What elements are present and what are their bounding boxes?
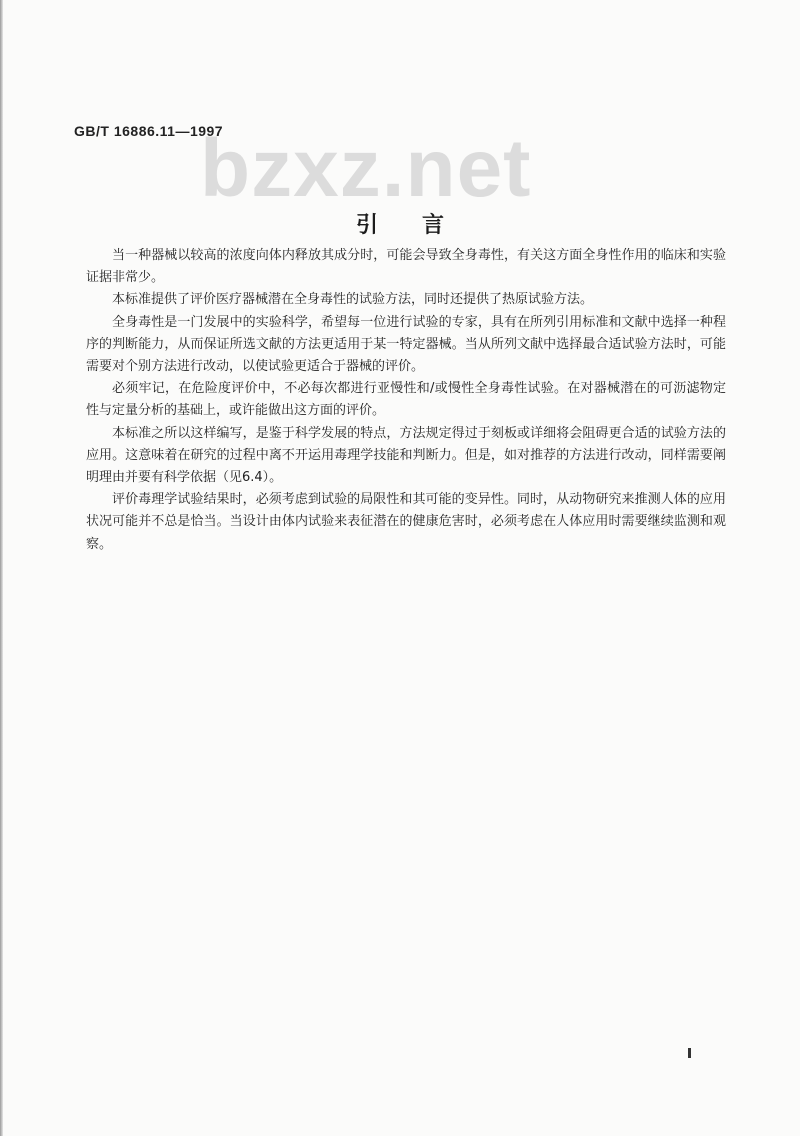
paragraph: 本标准之所以这样编写，是鉴于科学发展的特点，方法规定得过于刻板或详细将会阻碍更合适的试验方法的应用。这意味着在研究的过程中离不开运用毒理学技能和判断力。但是，如对推荐的方法进行改动，同样需要阐明理由并要有科学依据（见6.4）。: [86, 425, 726, 486]
paragraph: 当一种器械以较高的浓度向体内释放其成分时，可能会导致全身毒性，有关这方面全身性作用的临床和实验证据非常少。: [86, 248, 726, 286]
paragraph: 全身毒性是一门发展中的实验科学，希望每一位进行试验的专家，具有在所列引用标准和文献中选择一种程序的判断能力，从而保证所选文献的方法更适用于某一特定器械。当从所列文献中选择最合适试验方法时，可能需要对个别方法进行改动，以使试验更适合于器械的评价。: [86, 314, 726, 375]
standard-code: GB/T 16886.11—1997: [74, 123, 224, 139]
body-text: [86, 245, 726, 556]
watermark: bzxz.net: [200, 123, 532, 214]
paragraph: 评价毒理学试验结果时，必须考虑到试验的局限性和其可能的变异性。同时，从动物研究来推测人体的应用状况可能并不总是恰当。当设计由体内试验来表征潜在的健康危害时，必须考虑在人体应用时需要继续监测和观察。: [86, 492, 726, 552]
scan-edge-shadow: [0, 0, 3, 1136]
paragraph: 本标准提供了评价医疗器械潜在全身毒性的试验方法，同时还提供了热原试验方法。: [112, 292, 594, 308]
section-title: 引言: [355, 213, 488, 238]
paragraph: 必须牢记，在危险度评价中，不必每次都进行亚慢性和/或慢性全身毒性试验。在对器械潜在的可沥滤物定性与定量分析的基础上，或许能做出这方面的评价。: [86, 381, 726, 419]
page-mark: [688, 1048, 691, 1058]
